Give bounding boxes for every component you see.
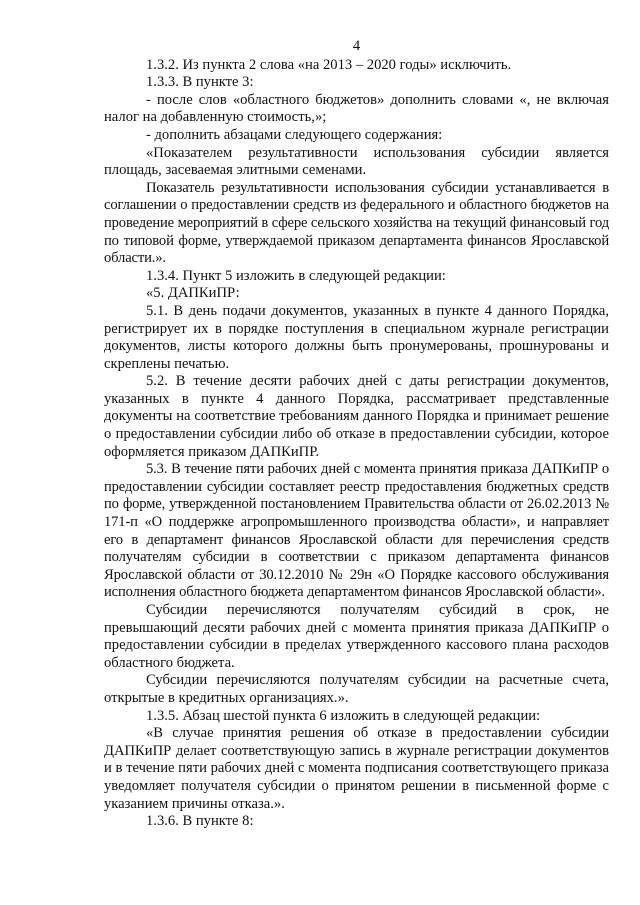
paragraph-item-5-3: 5.3. В течение пяти рабочих дней с момента принятия приказа ДАПКиПР о предоставлении субсидии составляет реестр предоставления бюджетных средств по форме, утвержденной постановлением Правительства области от 26.02.2013 № 171-п «О поддержке агропромышленного производства области», и направляет его в департамент финансов Ярославской области для перечисления средств получателям субсидии в соответствии с приказом департамента финансов Ярославской области от 30.12.2010 № 29н «О Порядке кассового обслуживания исполнения областного бюджета департаментом финансов Ярославской области». <box>104 461 609 601</box>
paragraph-addition-vat: - после слов «областного бюджетов» дополнить словами «, не включая налог на добавленную стоимость,»; <box>104 91 609 126</box>
paragraph-subsidy-term: Субсидии перечисляются получателям субсидий в срок, не превышающий десяти рабочих дней с момента принятия приказа ДАПКиПР о предоставлении субсидии в пределах утвержденного кассового плана расходов областного бюджета. <box>104 602 609 671</box>
page-number: 4 <box>352 38 361 54</box>
paragraph-1-3-5: 1.3.5. Абзац шестой пункта 6 изложить в следующей редакции: <box>146 707 541 724</box>
paragraph-1-3-6: 1.3.6. В пункте 8: <box>146 813 254 830</box>
paragraph-item-5-1: 5.1. В день подачи документов, указанных в пункте 4 данного Порядка, регистрирует их в порядке поступления в специальном журнале регистрации документов, листы которого должны быть пронумерованы, прошнурованы и скреплены печатью. <box>104 302 609 372</box>
paragraph-add-clauses: - дополнить абзацами следующего содержания: <box>146 126 443 143</box>
paragraph-subsidy-accounts: Субсидии перечисляются получателям субсидии на расчетные счета, открытые в кредитных организациях.». <box>104 672 609 706</box>
paragraph-1-3-4: 1.3.4. Пункт 5 изложить в следующей редакции: <box>146 267 446 284</box>
paragraph-1-3-3: 1.3.3. В пункте 3: <box>146 74 254 91</box>
paragraph-refusal-decision: «В случае принятия решения об отказе в предоставлении субсидии ДАПКиПР делает соответствующую запись в журнале регистрации документов и в течение пяти рабочих дней с момента подписания соответствующего приказа уведомляет получателя субсидии о принятом решении в письменной форме с указанием причины отказа.». <box>104 725 609 812</box>
paragraph-item-5-2: 5.2. В течение десяти рабочих дней с даты регистрации документов, указанных в пункте 4 данного Порядка, рассматривает представленные документы на соответствие требованиям данного Порядка и принимает решение о предоставлении субсидии либо об отказе в предоставлении субсидии, которое оформляется приказом ДАПКиПР. <box>104 373 609 460</box>
paragraph-1-3-2: 1.3.2. Из пункта 2 слова «на 2013 – 2020 годы» исключить. <box>146 56 512 73</box>
paragraph-indicator-agreement: Показатель результативности использования субсидии устанавливается в соглашении о предоставлении средств из федерального и областного бюджетов на проведение мероприятий в сфере сельского хозяйства на текущий финансовый год по типовой форме, утверждаемой приказом департамента финансов Ярославской области.». <box>104 179 609 267</box>
paragraph-item-5: «5. ДАПКиПР: <box>146 285 240 302</box>
paragraph-performance-indicator: «Показателем результативности использования субсидии является площадь, засеваемая элитными семенами. <box>104 144 609 179</box>
document-page <box>104 38 609 831</box>
